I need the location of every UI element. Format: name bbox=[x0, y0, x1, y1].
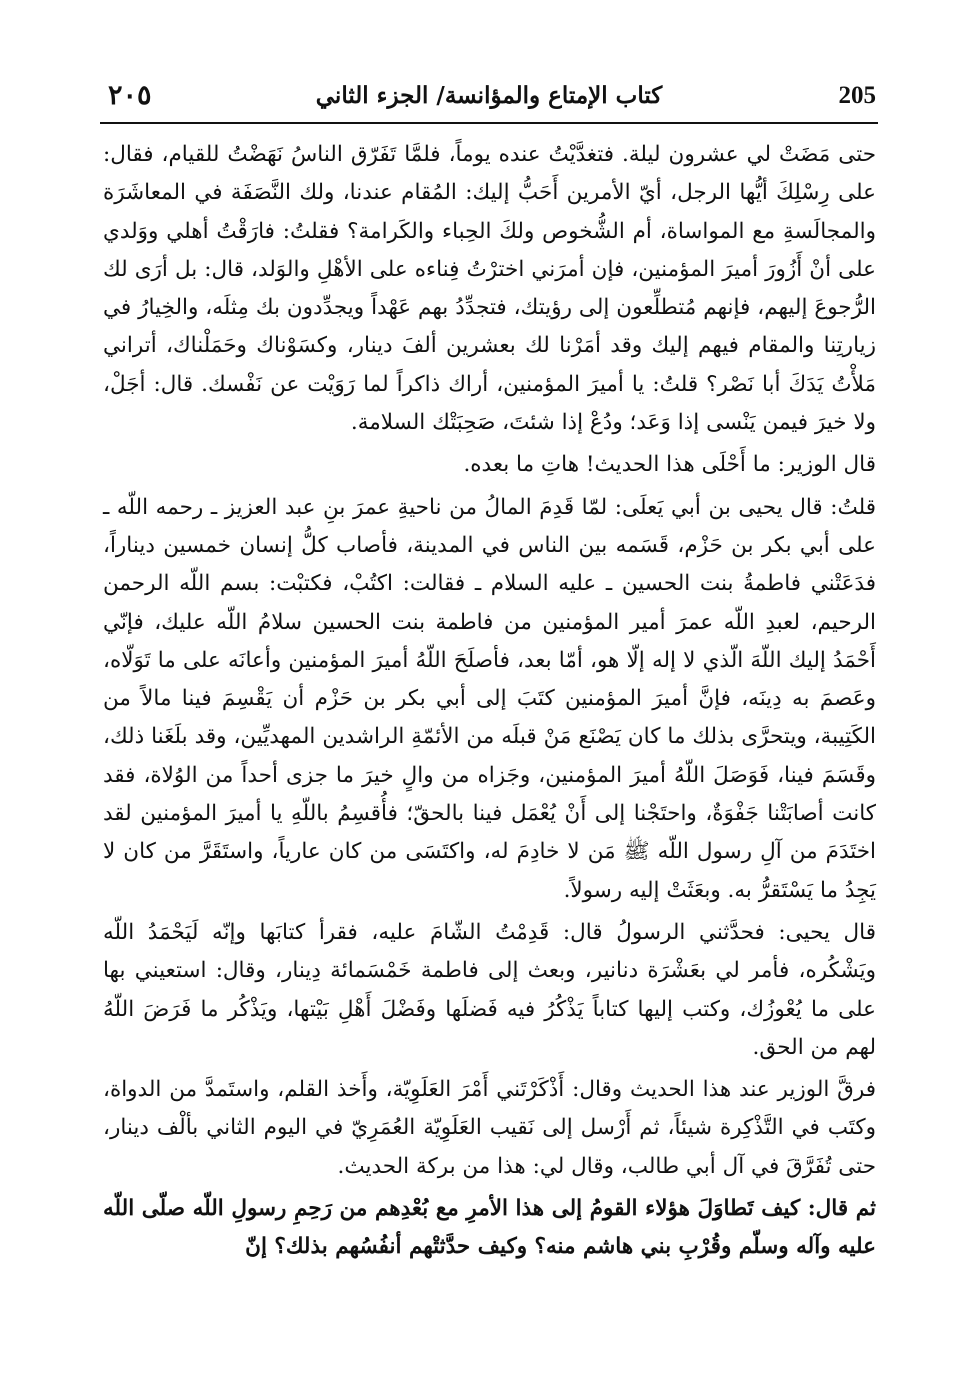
paragraph-6: ثم قال: كيف تَطاوَلَ هؤلاء القومُ إلى هذا الأمرِ مع بُعْدِهم من رَحِمِ رسولِ اللّه صلّى اللّه عليه وآله وسلّم وقُرْبِ بني هاشم منه؟ وكيف حدَّثتْهم أنفُسُهم بذلك؟ إنّ bbox=[103, 1196, 876, 1260]
paragraph-2: قال الوزير: ما أَحْلَى هذا الحديث! هاتِ ما بعده. bbox=[463, 452, 876, 478]
page-number-latin: 205 bbox=[838, 82, 876, 109]
paragraph-1: حتى مَضَتْ لي عشرون ليلة. فتغدَّيْتُ عنده يوماً، فلمَّا تَفَرّق الناسُ نَهَضْتُ للقيام، فقال: على رِسْلِكَ أيُّها الرجل، أيّ الأمرين أَحَبُّ إليك: المُقام عندنا، ولك النَّصَفَة في المعاشَرَة والمجالَسةِ مع المواساة، أم الشُّخوص ولكَ الحِباء والكَرامة؟ فقلتُ: فارَقْتُ أهلي ووَلدي على أنْ أَزُورَ أميرَ المؤمنين، فإن أمرَني اخترْتُ فِناءه على الأهْلِ والوَلد، قال: بل أرَى لك الرُّجوعَ إليهم، فإنهم مُتطلِّعون إلى رؤيتك، فتجدِّدُ بهم عَهْداً ويجدِّدون بك مِثلَه، والخِيارُ في زيارتِنا والمقام فيهم إليك وقد أمَرْنا لك بعشرين ألفَ دينار، وكسَوْناك وحَمَلْناك، أتراني مَلأْتُ يَدَكَ أبا نَصْر؟ قلتُ: يا أميرَ المؤمنين، أراك ذاكراً لما رَوَيْت عن نَفْسك. قال: أجَلْ، ولا خيرَ فيمن يَنْسى إذا وَعَد؛ ودُعْ إذا شئتَ، صَحِبَتْك السلامة. bbox=[103, 142, 876, 436]
paragraph-4: قال يحيى: فحدَّثني الرسولُ قال: قَدِمْتُ الشّامَ عليه، فقرأ كتابَها وإنّه لَيَحْمَدُ اللّه ويَشْكُره، فأمر لي بعَشْرَة دنانير، وبعث إلى فاطمة خَمْسَمائة دِينار، وقال: استعيني بها على ما يُعْوزُك، وكتب إليها كتاباً يَذْكُرُ فيه فَضلَها وفَضْلَ أَهْلِ بَيْتها، ويَذْكُر ما فَرَضَ اللّهُ لهم من الحق. bbox=[103, 919, 876, 1060]
page-number-arabic: ٢٠٥ bbox=[108, 80, 152, 111]
running-title: كتاب الإمتاع والمؤانسة/ الجزء الثاني bbox=[315, 82, 663, 109]
body-text bbox=[103, 136, 876, 1267]
page-header bbox=[100, 80, 878, 124]
paragraph-5: فرقَّ الوزير عند هذا الحديث وقال: أَذْكَرْتَني أَمْرَ العَلَوِيّة، وأَخذ القلم، واستَمدَّ من الدواة، وكتَب في التَّذْكِرة شيئاً، ثم أَرْسل إلى نَقيب العَلَوِيّة العُمَرِيّ في اليوم الثاني بألْف دينار، حتى تُفَرَّقَ في آل أبي طالب، وقال لي: هذا من بركة الحديث. bbox=[103, 1077, 876, 1179]
paragraph-3: قلتُ: قال يحيى بن أبي يَعلَى: لمّا قَدِمَ المالُ من ناحيةِ عمرَ بنِ عبد العزيز ـ رحمه اللّه ـ على أبي بكر بن حَزْم، قَسَمه بين الناس في المدينة، فأصاب كلُّ إنسان خمسين ديناراً، فدَعَتْني فاطمةُ بنت الحسين ـ عليه السلام ـ فقالت: اكتُبْ، فكتبْت: بسم اللّه الرحمن الرحيم، لعبدِ اللّه عمرَ أمير المؤمنين من فاطمة بنت الحسين سلامُ اللّه عليك، فإنّي أَحْمَدُ إليك اللّهَ الّذي لا إله إلّا هو، أمّا بعد، فأصلَحَ اللّهُ أميرَ المؤمنين وأعانَه على ما تَوَلّاه، وعَصمَ به دِينَه، فإنَّ أميرَ المؤمنين كتَبَ إلى أبي بكر بن حَزْم أن يَقْسِمَ فينا مالاً من الكَتِيبة، ويتحرَّى بذلك ما كان يَصْنَع مَنْ قبلَه من الأئمّةِ الراشدين المهديِّين، وقد بلَغَنا ذلك، وقَسَمَ فينا، فَوَصَلَ اللّهُ أميرَ المؤمنين، وجَزاه من والٍ خيرَ ما جزى أحداً من الوُلاة، فقد كانت أصابَتْنا جَفْوَةٌ، واحتَجْنا إلى أَنْ يُعْمَل فينا بالحقّ؛ فأُقسِمُ باللّهِ يا أميرَ المؤمنين لقد اختَدَمَ من آلِ رسول اللّه ﷺ مَن لا خادِمَ له، واكتَسَى من كان عارياً، واستَقَرَّ من كان لا يَجِدُ ما يَسْتَقرُّ به. وبعَثَتْ إليه رسولاً. bbox=[103, 494, 876, 903]
